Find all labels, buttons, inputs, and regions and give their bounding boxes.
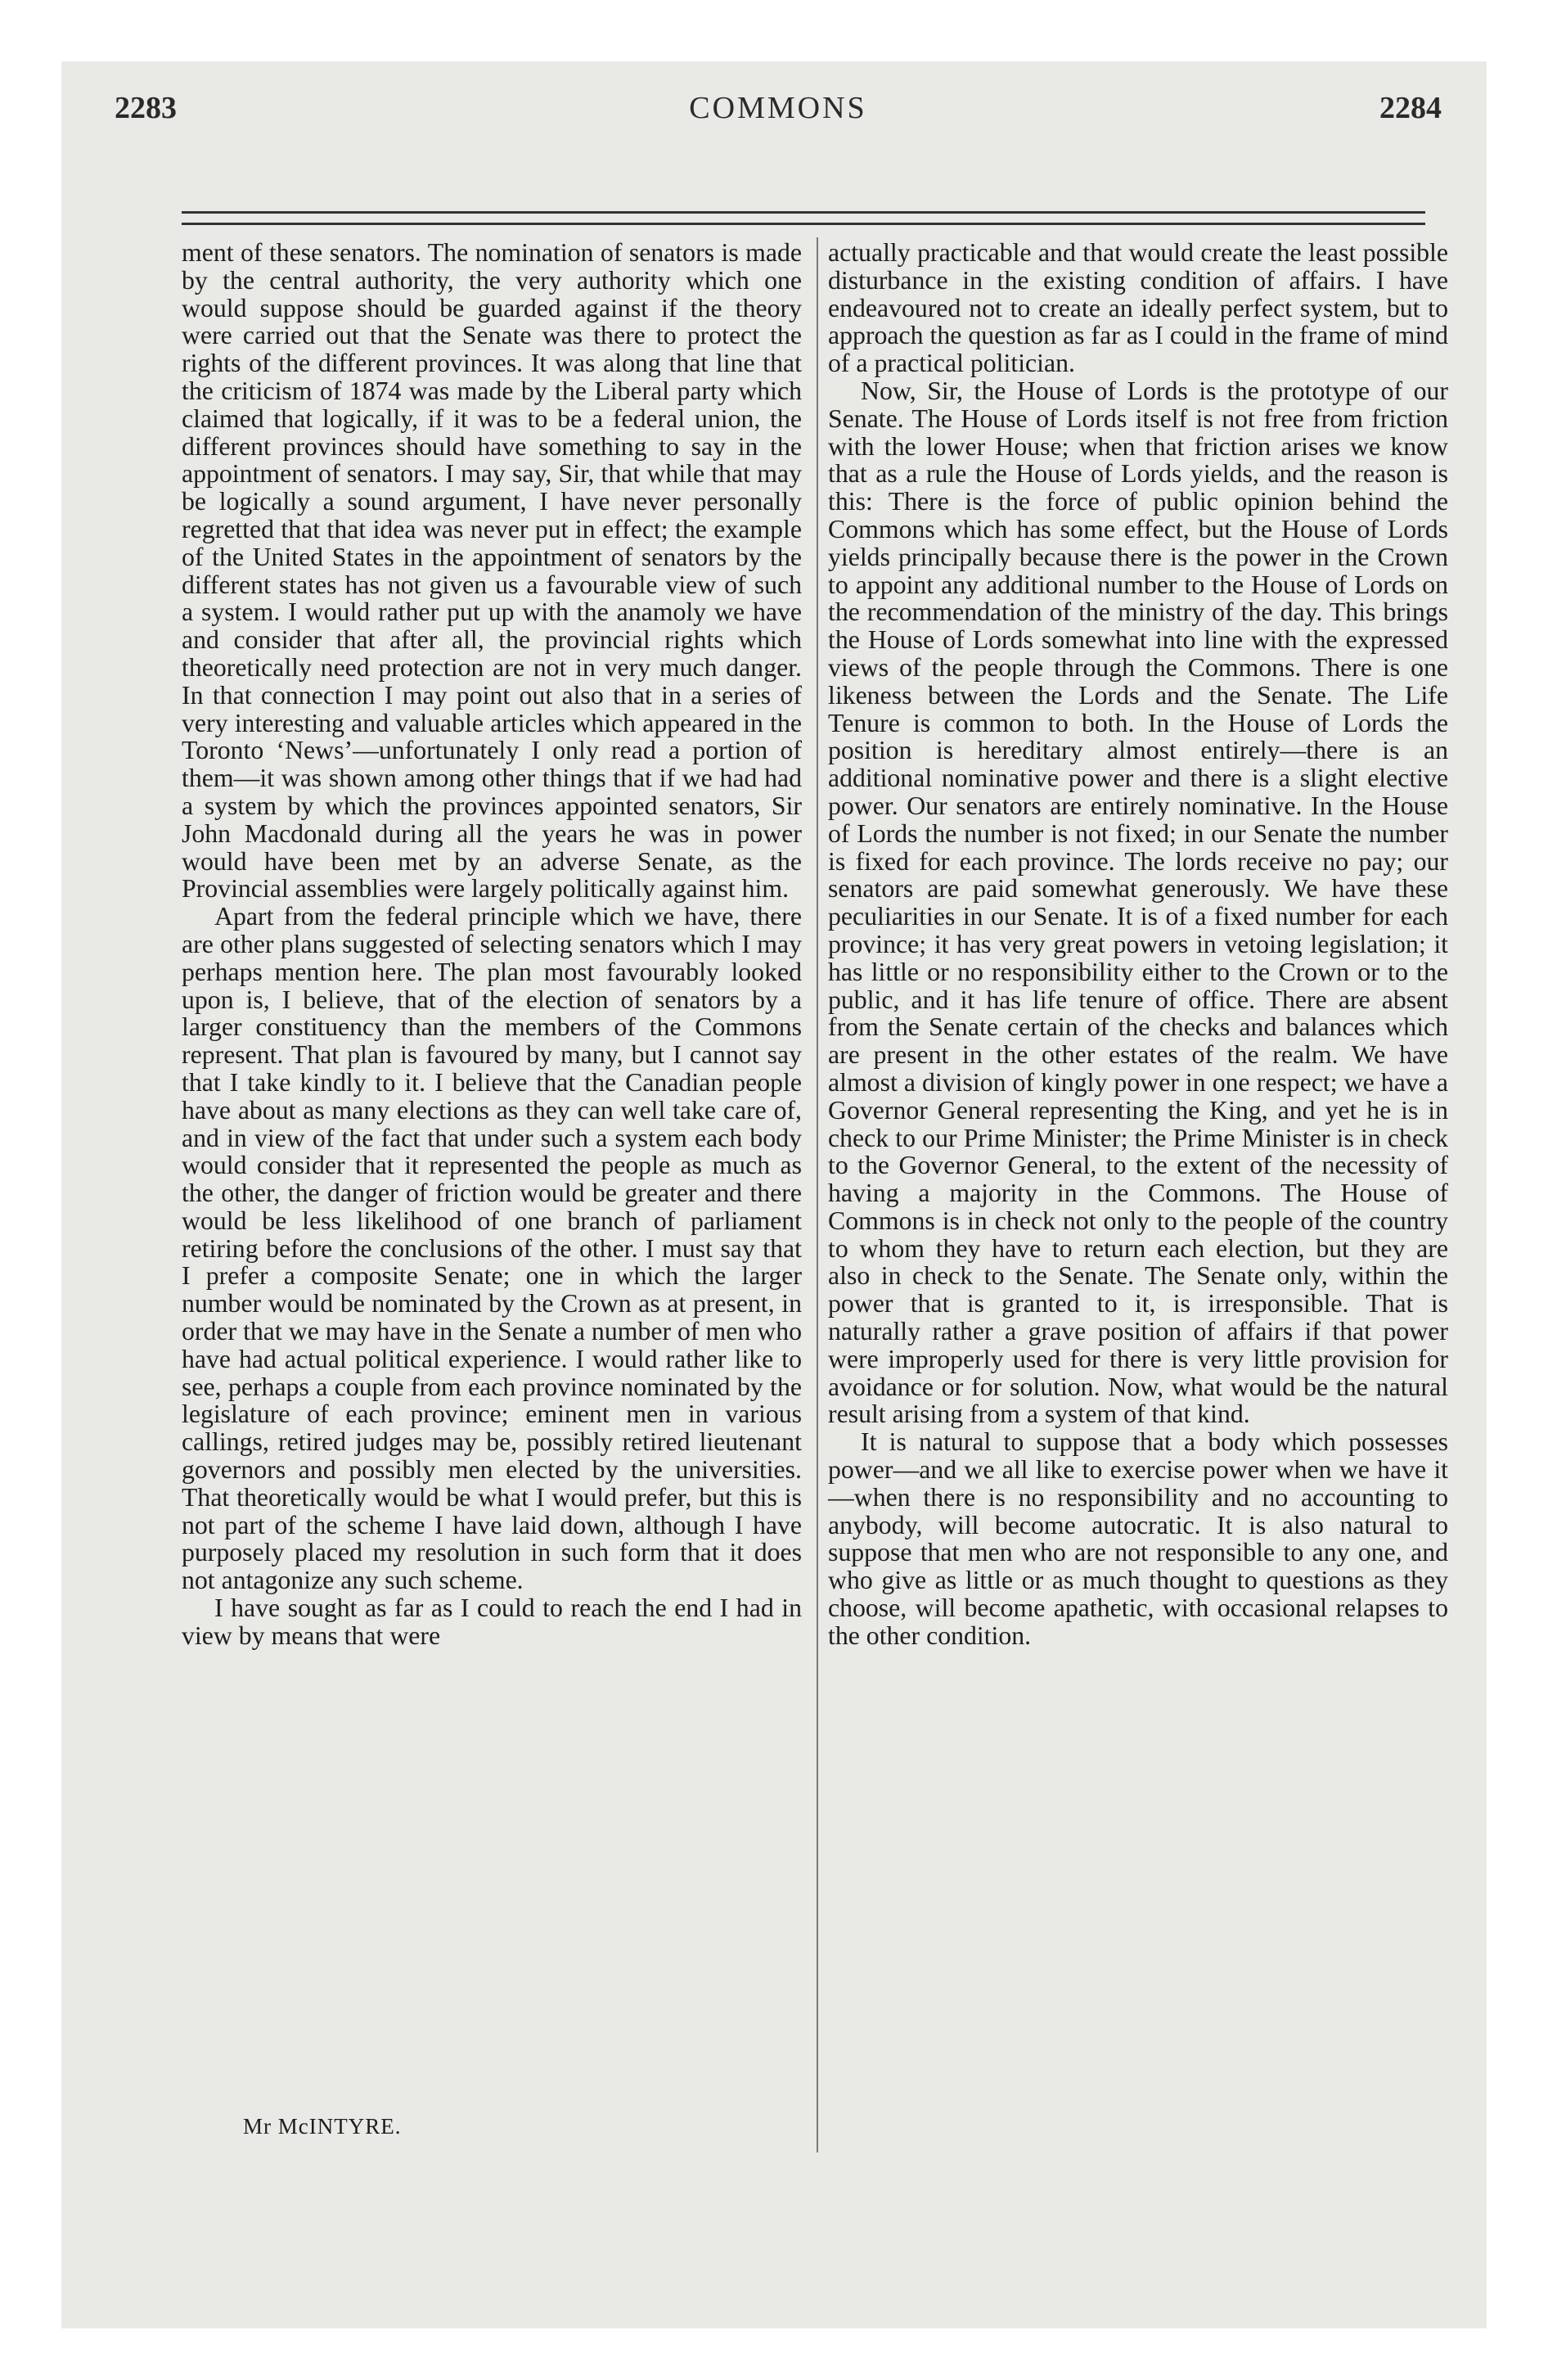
running-title: COMMONS	[689, 91, 867, 125]
paragraph: Apart from the federal principle which we have, there are other plans suggested of selecting senators which I may perhaps mention here. The plan most favourably looked upon is, I believe, that of the election of senators by a larger constituency than the members of the Commons represent. That plan is favoured by many, but I cannot say that I take kindly to it. I believe that the Canadian people have about as many elections as they can well take care of, and in view of the fact that under such a system each body would consider that it represented the people as much as the other, the danger of friction would be greater and there would be less likelihood of one branch of parliament retiring before the conclusions of the other. I must say that I prefer a composite Senate; one in which the larger number would be nominated by the Crown as at present, in order that we may have in the Senate a number of men who have had actual political experience. I would rather like to see, perhaps a couple from each province nominated by the legislature of each province; eminent men in various callings, retired judges may be, possibly retired lieutenant governors and possibly men elected by the universities. That theoretically would be what I would prefer, but this is not part of the scheme I have laid down, although I have purposely placed my resolution in such form that it does not antagonize any such scheme.	[182, 902, 802, 1595]
paragraph: It is natural to suppose that a body which possesses power—and we all like to exercise power when we have it—when there is no responsibility and no accounting to anybody, will become autocratic. It is also natural to suppose that men who are not responsible to any one, and who give as little or as much thought to questions as they choose, will become apathetic, with occasional relapses to the other condition.	[828, 1427, 1448, 1650]
left-page-number: 2283	[115, 91, 177, 125]
column-divider	[817, 237, 818, 2152]
paragraph: actually practicable and that would create the least possible disturbance in the existing condition of affairs. I have endeavoured not to create an ideally perfect system, but to approach the question as far as I could in the frame of mind of a practical politician.	[828, 238, 1448, 378]
header-double-rule	[182, 211, 1425, 225]
speaker-footer: Mr McINTYRE.	[243, 2114, 402, 2139]
left-column	[182, 239, 802, 1650]
paragraph: I have sought as far as I could to reach the end I had in view by means that were	[182, 1593, 802, 1650]
page-header	[115, 90, 1442, 139]
paragraph: ment of these senators. The nomination of senators is made by the central authority, the very authority which one would suppose should be guarded against if the theory were carried out that the Senate was there to protect the rights of the different provinces. It was along that line that the criticism of 1874 was made by the Liberal party which claimed that logically, if it was to be a federal union, the different provinces should have something to say in the appointment of senators. I may say, Sir, that while that may be logically a sound argument, I have never personally regretted that that idea was never put in effect; the example of the United States in the appointment of senators by the different states has not given us a favourable view of such a system. I would rather put up with the anamoly we have and consider that after all, the provincial rights which theoretically need protection are not in very much danger. In that connection I may point out also that in a series of very interesting and valuable articles which appeared in the Toronto ‘News’—unfortunately I only read a portion of them—it was shown among other things that if we had had a system by which the provinces appointed senators, Sir John Macdonald during all the years he was in power would have been met by an adverse Senate, as the Provincial assemblies were largely politically against him.	[182, 238, 802, 904]
right-column	[828, 239, 1448, 1650]
right-page-number: 2284	[1379, 91, 1442, 125]
paragraph: Now, Sir, the House of Lords is the prototype of our Senate. The House of Lords itself is not free from friction with the lower House; when that friction arises we know that as a rule the House of Lords yields, and the reason is this: There is the force of public opinion behind the Commons which has some effect, but the House of Lords yields principally because there is the power in the Crown to appoint any additional number to the House of Lords on the recommendation of the ministry of the day. This brings the House of Lords somewhat into line with the expressed views of the people through the Commons. There is one likeness between the Lords and the Senate. The Life Tenure is common to both. In the House of Lords the position is hereditary almost entirely—there is an additional nominative power and there is a slight elective power. Our senators are entirely nominative. In the House of Lords the number is not fixed; in our Senate the number is fixed for each province. The lords receive no pay; our senators are paid somewhat generously. We have these peculiarities in our Senate. It is of a fixed number for each province; it has very great powers in vetoing legislation; it has little or no responsibility either to the Crown or to the public, and it has life tenure of office. There are absent from the Senate certain of the checks and balances which are present in the other estates of the realm. We have almost a division of kingly power in one respect; we have a Governor General representing the King, and yet he is in check to our Prime Minister; the Prime Minister is in check to the Governor General, to the extent of the necessity of having a majority in the Commons. The House of Commons is in check not only to the people of the country to whom they have to return each election, but they are also in check to the Senate. The Senate only, within the power that is granted to it, is irresponsible. That is naturally rather a grave position of affairs if that power were improperly used for there is very little provision for avoidance or for solution. Now, what would be the natural result arising from a system of that kind.	[828, 376, 1448, 1429]
